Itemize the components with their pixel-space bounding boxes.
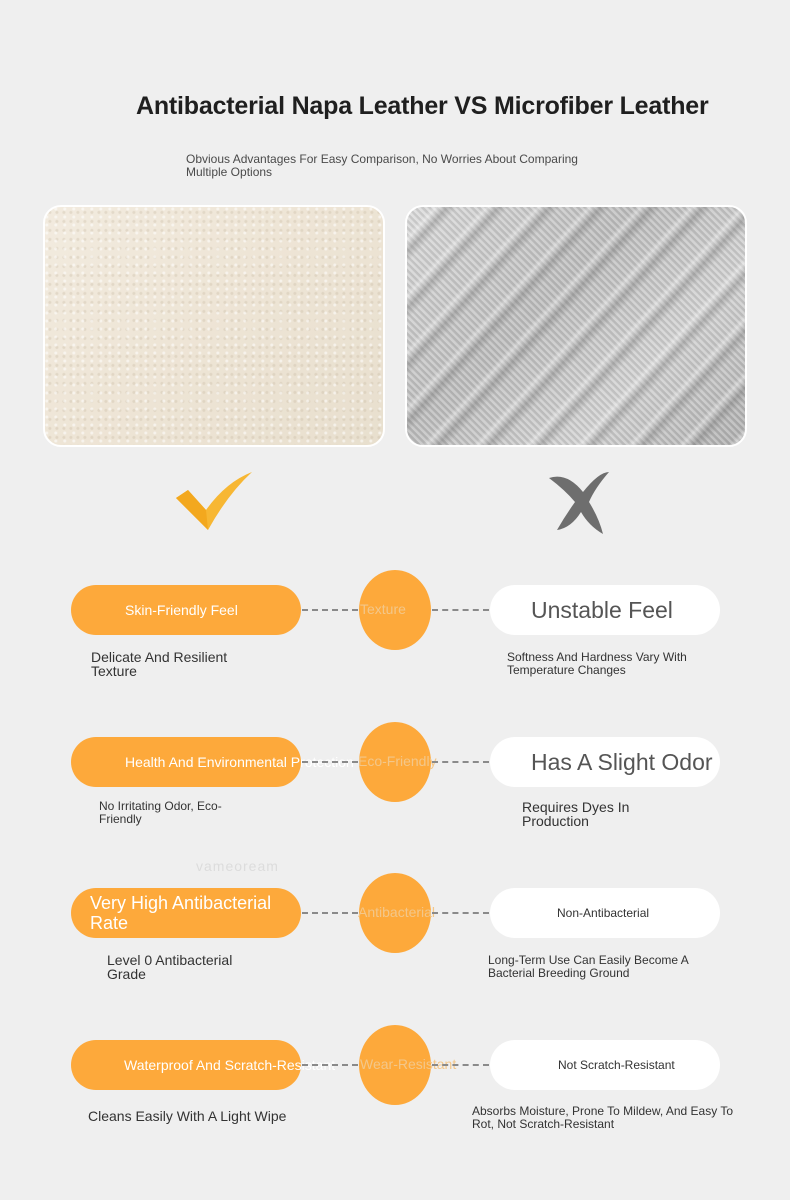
microfiber-feature-pill: Has A Slight Odor xyxy=(490,737,720,787)
connector-line xyxy=(302,761,358,763)
connector-line xyxy=(432,609,489,611)
napa-feature-desc: Delicate And Resilient Texture xyxy=(91,649,228,679)
microfiber-leather-image xyxy=(405,205,747,447)
category-label: Texture xyxy=(360,601,406,617)
microfiber-feature-pill: Unstable Feel xyxy=(490,585,720,635)
connector-line xyxy=(432,1064,489,1066)
connector-line xyxy=(302,1064,358,1066)
napa-leather-image xyxy=(43,205,385,447)
category-label: Eco-Friendly xyxy=(358,753,437,769)
microfiber-feature-desc: Long-Term Use Can Easily Become A Bacterial Breeding Ground xyxy=(488,953,689,980)
cross-icon xyxy=(543,468,623,538)
microfiber-feature-desc: Absorbs Moisture, Prone To Mildew, And Easy To Rot, Not Scratch-Resistant xyxy=(472,1104,734,1131)
microfiber-feature-pill: Not Scratch-Resistant xyxy=(490,1040,720,1090)
microfiber-feature-desc: Requires Dyes In Production xyxy=(522,799,630,829)
category-label: Antibacterial xyxy=(358,904,436,920)
page-title: Antibacterial Napa Leather VS Microfiber Leather xyxy=(136,92,709,120)
connector-line xyxy=(302,912,358,914)
connector-line xyxy=(432,912,489,914)
napa-feature-desc: Level 0 Antibacterial Grade xyxy=(107,952,233,982)
napa-feature-pill: Health And Environmental Protection xyxy=(71,737,301,787)
connector-line xyxy=(432,761,489,763)
page-subtitle: Obvious Advantages For Easy Comparison, No Worries About Comparing Multiple Options xyxy=(186,152,578,179)
connector-line xyxy=(302,609,358,611)
check-icon xyxy=(174,468,254,538)
napa-feature-desc: No Irritating Odor, Eco-Friendly xyxy=(99,799,222,826)
napa-feature-pill: Very High Antibacterial Rate xyxy=(71,888,301,938)
microfiber-feature-pill: Non-Antibacterial xyxy=(490,888,720,938)
napa-feature-pill: Waterproof And Scratch-Resistant xyxy=(71,1040,301,1090)
category-label: Wear-Resistant xyxy=(360,1056,457,1072)
watermark: vameoream xyxy=(196,858,279,874)
microfiber-feature-desc: Softness And Hardness Vary With Temperature Changes xyxy=(507,650,687,677)
napa-feature-desc: Cleans Easily With A Light Wipe xyxy=(88,1108,287,1124)
napa-feature-pill: Skin-Friendly Feel xyxy=(71,585,301,635)
